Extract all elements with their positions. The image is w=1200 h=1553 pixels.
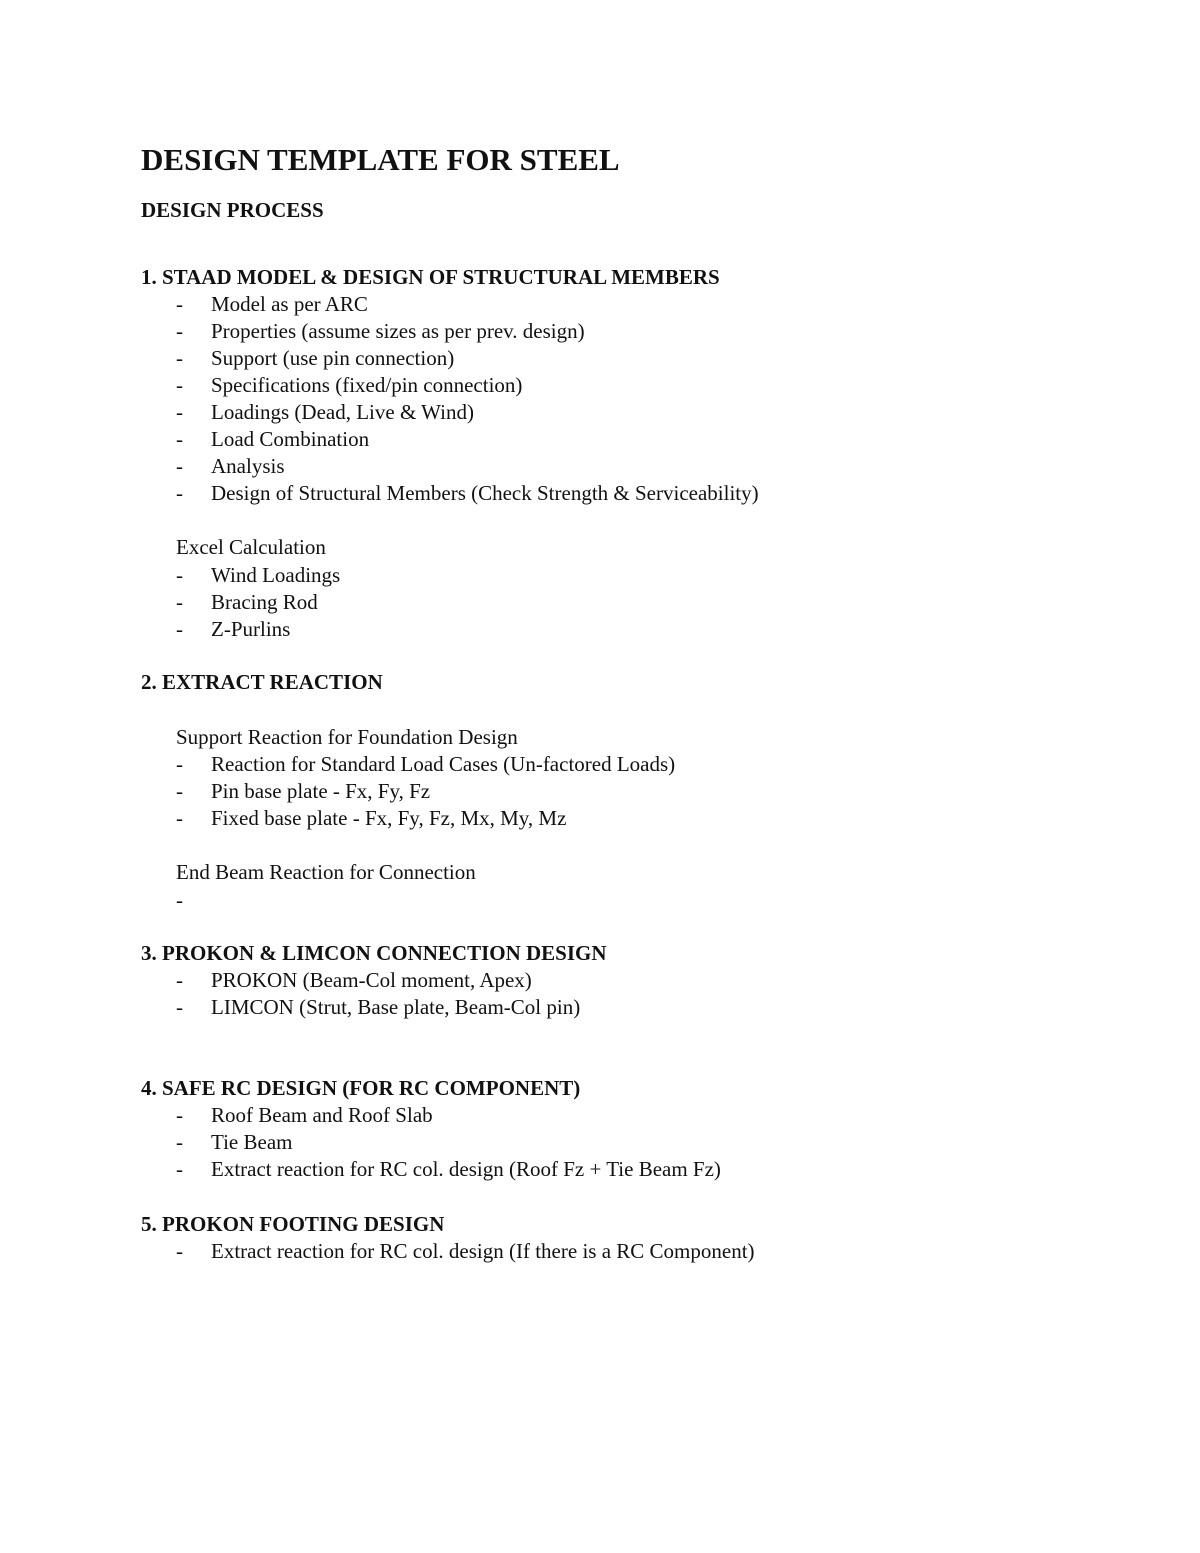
bullet-dash: - bbox=[176, 617, 183, 641]
section-1-heading: 1. STAAD MODEL & DESIGN OF STRUCTURAL MEMBERS bbox=[141, 265, 720, 289]
bullet-dash: - bbox=[176, 292, 183, 316]
list-item: - Bracing Rod bbox=[176, 590, 318, 614]
bullet-dash: - bbox=[176, 888, 183, 912]
bullet-dash: - bbox=[176, 454, 183, 478]
list-item: - PROKON (Beam-Col moment, Apex) bbox=[176, 968, 532, 992]
list-item bbox=[176, 887, 211, 914]
list-item: - Roof Beam and Roof Slab bbox=[176, 1103, 433, 1127]
bullet-dash: - bbox=[176, 427, 183, 451]
bullet-dash: - bbox=[176, 1157, 183, 1181]
list-item: - Specifications (fixed/pin connection) bbox=[176, 373, 523, 397]
section-2-heading: 2. EXTRACT REACTION bbox=[141, 670, 383, 694]
bullet-dash: - bbox=[176, 1130, 183, 1154]
list-item: - Loadings (Dead, Live & Wind) bbox=[176, 400, 474, 424]
list-item: - Load Combination bbox=[176, 427, 370, 451]
section-5-heading: 5. PROKON FOOTING DESIGN bbox=[141, 1212, 445, 1236]
list-item: - Properties (assume sizes as per prev. design) bbox=[176, 319, 585, 343]
bullet-dash: - bbox=[176, 346, 183, 370]
list-item: - Extract reaction for RC col. design (Roof Fz + Tie Beam Fz) bbox=[176, 1157, 721, 1181]
document-title: DESIGN TEMPLATE FOR STEEL bbox=[141, 142, 620, 177]
bullet-dash: - bbox=[176, 563, 183, 587]
bullet-dash: - bbox=[176, 806, 183, 830]
bullet-dash: - bbox=[176, 319, 183, 343]
list-item: - Wind Loadings bbox=[176, 563, 341, 587]
bullet-dash: - bbox=[176, 968, 183, 992]
list-item: - Tie Beam bbox=[176, 1130, 293, 1154]
list-item: - LIMCON (Strut, Base plate, Beam-Col pin) bbox=[176, 995, 581, 1019]
bullet-dash: - bbox=[176, 752, 183, 776]
list-item: - Extract reaction for RC col. design (If there is a RC Component) bbox=[176, 1239, 755, 1263]
excel-calculation-heading: Excel Calculation bbox=[176, 535, 326, 559]
bullet-dash: - bbox=[176, 373, 183, 397]
bullet-dash: - bbox=[176, 995, 183, 1019]
list-item: - Analysis bbox=[176, 454, 285, 478]
support-reaction-heading: Support Reaction for Foundation Design bbox=[176, 725, 518, 749]
list-item: - Support (use pin connection) bbox=[176, 346, 455, 370]
section-4-heading: 4. SAFE RC DESIGN (FOR RC COMPONENT) bbox=[141, 1076, 581, 1100]
bullet-dash: - bbox=[176, 1239, 183, 1263]
list-item: - Model as per ARC bbox=[176, 292, 368, 316]
list-item: - Design of Structural Members (Check Strength & Serviceability) bbox=[176, 481, 759, 505]
bullet-dash: - bbox=[176, 1103, 183, 1127]
list-item: - Fixed base plate - Fx, Fy, Fz, Mx, My, Mz bbox=[176, 806, 567, 830]
bullet-dash: - bbox=[176, 481, 183, 505]
end-beam-reaction-heading: End Beam Reaction for Connection bbox=[176, 860, 476, 884]
section-3-heading: 3. PROKON & LIMCON CONNECTION DESIGN bbox=[141, 941, 607, 965]
bullet-dash: - bbox=[176, 779, 183, 803]
document-subtitle: DESIGN PROCESS bbox=[141, 198, 324, 222]
list-item: - Pin base plate - Fx, Fy, Fz bbox=[176, 779, 431, 803]
bullet-dash: - bbox=[176, 400, 183, 424]
list-item: - Z-Purlins bbox=[176, 617, 291, 641]
bullet-dash: - bbox=[176, 590, 183, 614]
list-item: - Reaction for Standard Load Cases (Un-factored Loads) bbox=[176, 752, 676, 776]
